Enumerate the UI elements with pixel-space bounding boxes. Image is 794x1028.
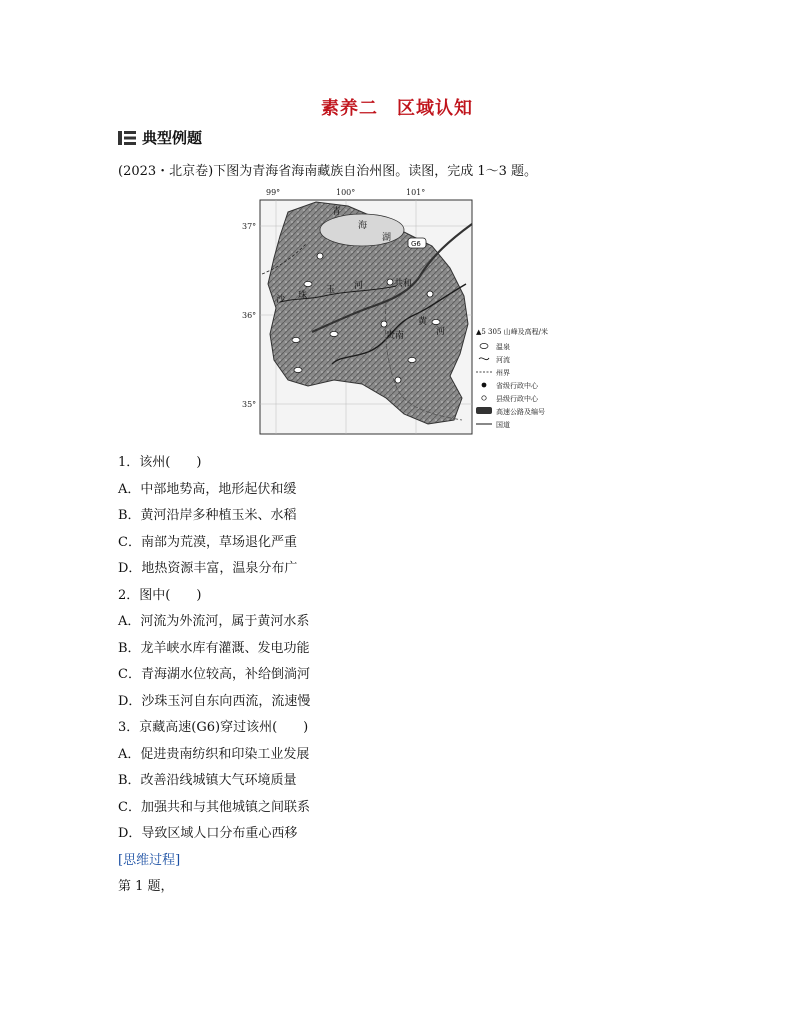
section-heading: [118, 127, 202, 148]
option-line: C．青海湖水位较高，补给倒淌河: [118, 667, 310, 682]
map-svg: [236, 184, 566, 440]
hot-spring-mark: [292, 337, 300, 342]
question-text: 2．图中( ): [118, 587, 202, 603]
page-title: 素养二 区域认知: [321, 98, 473, 119]
question-list: [118, 450, 310, 900]
county-center-icon: [482, 396, 486, 400]
county-center-dot: [317, 253, 323, 259]
lat-label: 37°: [242, 222, 257, 231]
highway-code: G6: [411, 240, 421, 248]
option-line: D．地热资源丰富，温泉分布广: [118, 561, 298, 576]
intro-text: (2023・北京卷)下图为青海省海南藏族自治州图。读图，完成 1～3 题。: [118, 164, 538, 179]
lat-label: 36°: [242, 311, 257, 320]
hot-spring-mark: [330, 331, 338, 336]
legend-label: 州界: [496, 369, 510, 377]
footer-text: 第 1 题，: [118, 878, 174, 894]
question-text: 1．该州( ): [118, 455, 202, 470]
legend-label: 国道: [496, 421, 510, 429]
list-icon: [118, 131, 136, 145]
option-line: B．黄河沿岸多种植玉米、水稻: [118, 508, 297, 523]
section-label: 典型例题: [142, 129, 203, 147]
place-label: 湖: [382, 233, 392, 243]
lon-label: 101°: [406, 188, 426, 197]
option-line: A．中部地势高，地形起伏和缓: [118, 481, 297, 497]
highway-badge: [408, 238, 426, 248]
legend-label: 县级行政中心: [496, 395, 538, 403]
legend-peak-label: ▲5 305 山峰及高程/米: [476, 328, 549, 336]
legend-label: 河流: [496, 356, 510, 364]
place-label: 玉: [326, 285, 336, 295]
hot-spring-icon: [480, 343, 488, 348]
place-label: 河: [436, 327, 446, 337]
option-line: C．加强共和与其他城镇之间联系: [118, 799, 310, 815]
county-center-dot: [387, 279, 393, 285]
option-line: B．龙羊峡水库有灌溉、发电功能: [118, 640, 310, 656]
highway-icon: [476, 407, 492, 414]
option-line: C．南部为荒漠，草场退化严重: [118, 534, 297, 550]
question-stem: [118, 715, 310, 742]
question-text: 3．京藏高速(G6)穿过该州( ): [118, 720, 309, 735]
hot-spring-mark: [408, 357, 416, 362]
lon-label: 99°: [266, 188, 281, 197]
option-line: B．改善沿线城镇大气环境质量: [118, 773, 297, 788]
option-line: D．导致区域人口分布重心西移: [118, 826, 298, 841]
question-stem: [118, 583, 310, 610]
hot-spring-mark: [304, 281, 312, 286]
hot-spring-mark: [432, 319, 440, 324]
lat-label: 35°: [242, 400, 257, 409]
map-legend: [476, 327, 548, 429]
option-line: A．河流为外流河，属于黄河水系: [118, 614, 310, 629]
provincial-center-icon: [482, 383, 487, 388]
place-label: 黄: [418, 317, 428, 327]
lon-label: 100°: [336, 188, 356, 197]
county-center-dot: [395, 377, 401, 383]
option-line: D．沙珠玉河自东向西流，流速慢: [118, 693, 311, 709]
hot-spring-mark: [294, 367, 302, 372]
question-stem: [118, 450, 310, 477]
county-center-dot: [381, 321, 387, 327]
place-label: 珠: [298, 291, 308, 301]
place-label: 海: [358, 221, 368, 231]
option-line: A．促进贵南纺织和印染工业发展: [118, 746, 310, 762]
legend-label: 高速公路及编号: [496, 408, 545, 416]
thinking-label: [思维过程]: [118, 852, 181, 868]
river-icon: [479, 358, 489, 360]
place-label: 贵南: [386, 331, 405, 341]
place-label: 共和: [394, 279, 413, 289]
legend-label: 温泉: [496, 343, 510, 351]
place-label: 沙: [276, 295, 286, 305]
county-center-dot: [427, 291, 433, 297]
place-label: 河: [354, 281, 364, 291]
map-figure: [236, 184, 566, 440]
place-label: 青: [332, 207, 342, 217]
legend-label: 省级行政中心: [496, 382, 538, 390]
